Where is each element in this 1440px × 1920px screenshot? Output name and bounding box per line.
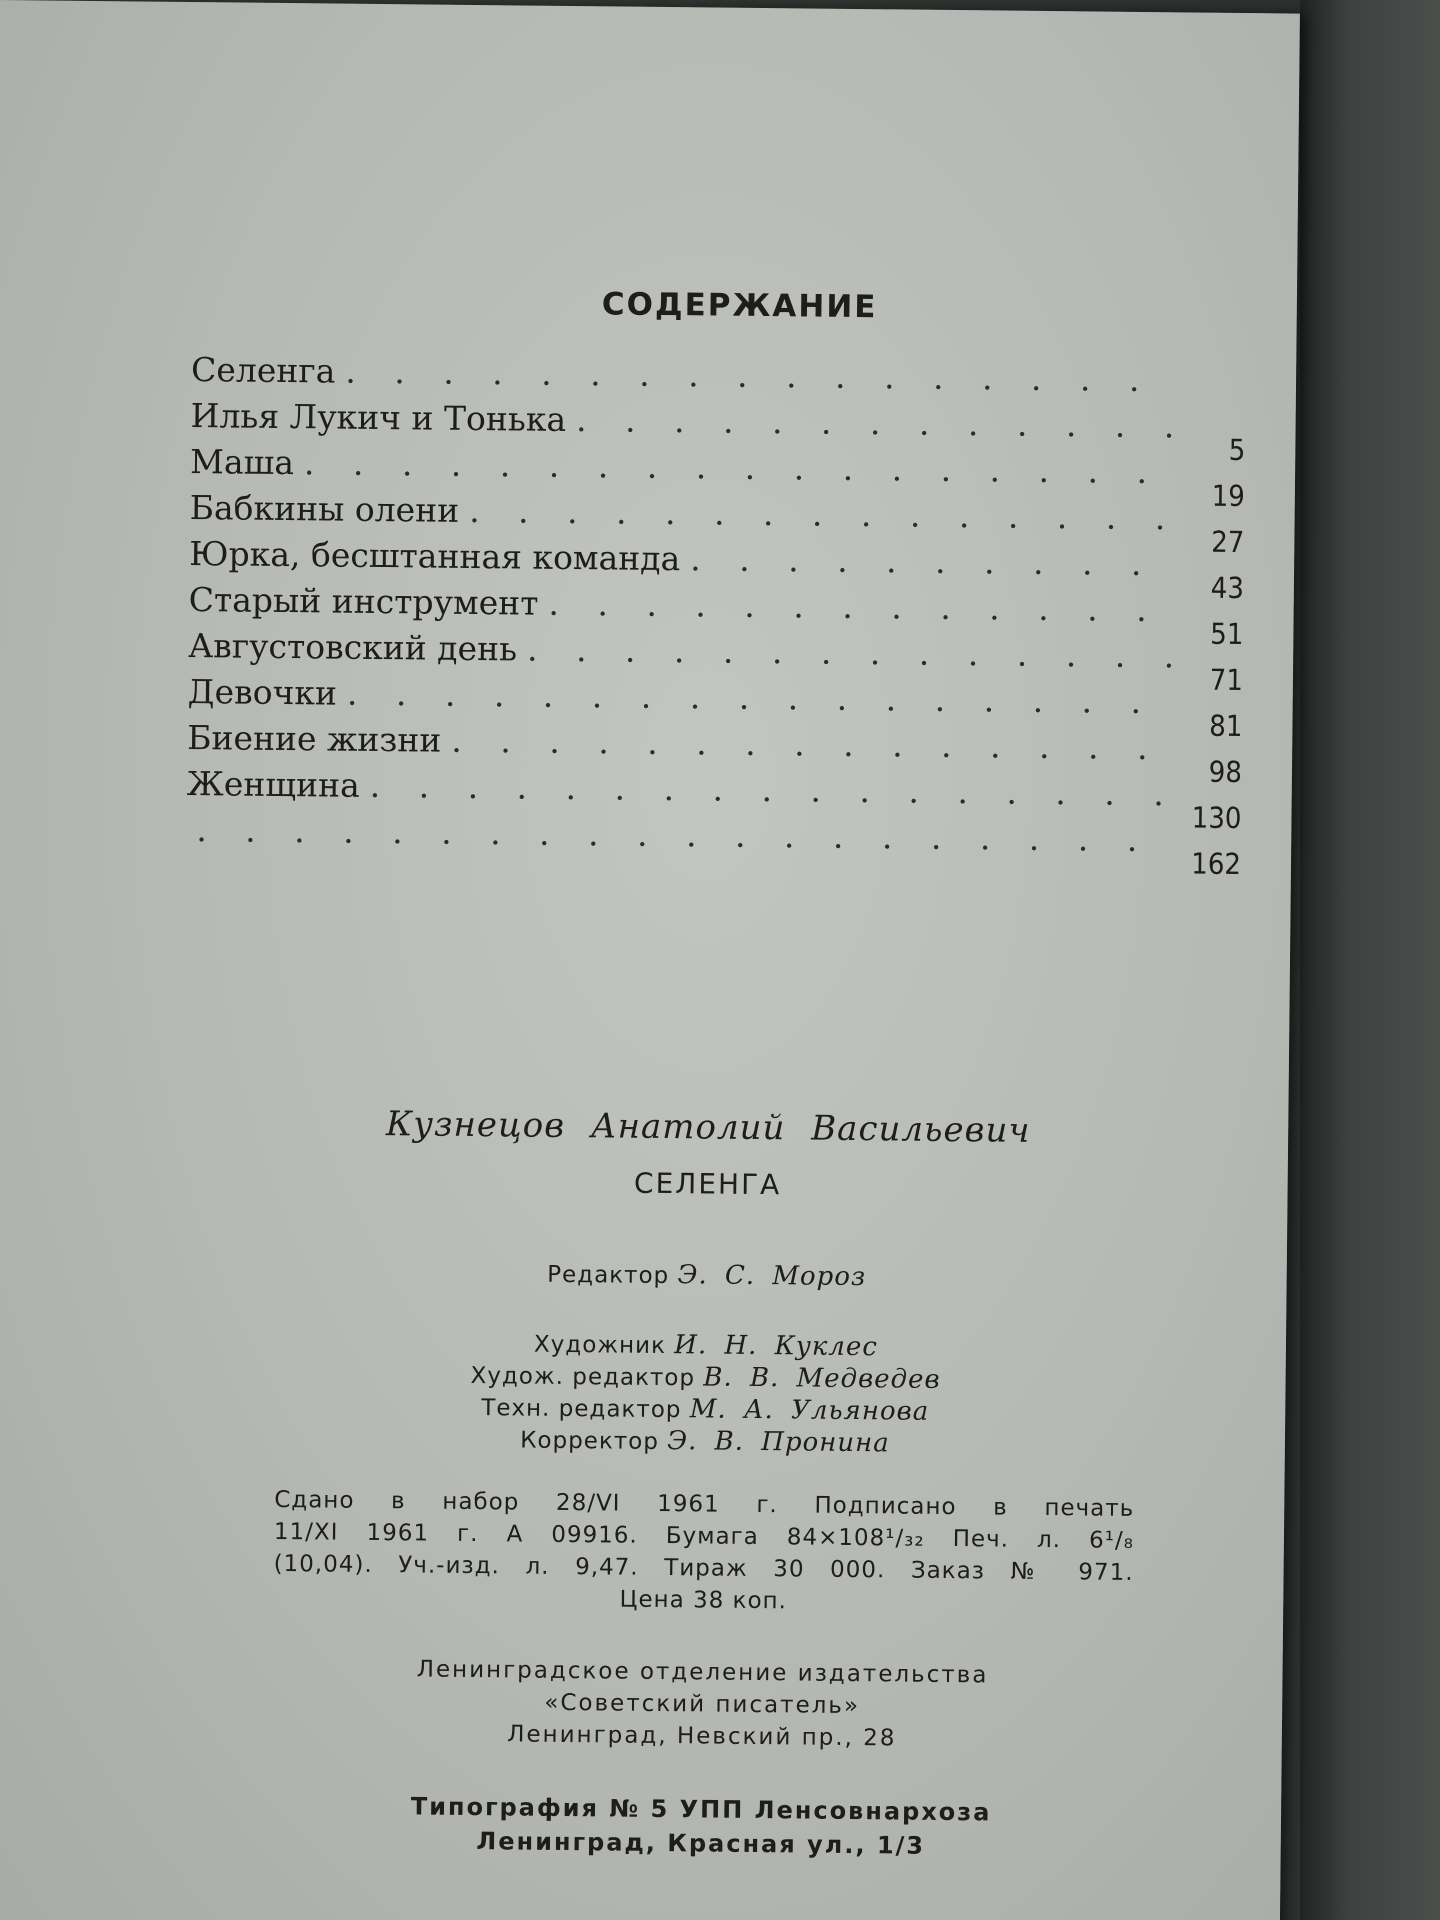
book-gutter [1300,0,1440,1920]
toc-item-page: 162 [1191,846,1242,882]
toc-item-title: Августовский день [188,626,518,669]
toc-item-page: 5 [1228,432,1246,468]
toc-item-page: 51 [1210,616,1244,652]
printer-line: Типография № 5 УПП Ленсовнархоза [410,1792,992,1827]
toc-item-title: Женщина [186,764,360,805]
toc-item-title: Девочки [187,672,338,713]
toc-item-page: 98 [1208,754,1243,790]
credit-role: Худож. редактор [470,1363,696,1392]
printer-line: Ленинград, Красная ул., 1/3 [476,1827,926,1860]
publisher-line: Ленинград, Невский пр., 28 [507,1721,897,1752]
credit-name: Э. В. Пронина [667,1426,890,1459]
toc-item-page: 71 [1209,662,1244,698]
toc-item-title: Маша [189,442,295,483]
toc-item [186,810,1242,882]
printer-block [271,1788,1132,1865]
dot-leader [347,674,1173,722]
toc-item-title: Бабкины олени [189,488,460,530]
toc-item-title: Биение жизни [187,718,442,760]
dot-leader [469,491,1175,537]
credit-name: В. В. Медведев [703,1362,941,1395]
imprint-line: 11/XI 1961 г. А 09916. Бумага 84×108¹/₃₂ Печ. л. 6¹/₈ [273,1518,1135,1554]
imprint-block [273,1484,1134,1621]
credit-role: Художник [533,1331,667,1360]
dot-leader [576,400,1176,445]
toc-item-page: 27 [1211,524,1245,560]
publisher-block [272,1652,1133,1757]
credit-name: И. Н. Куклес [674,1330,879,1363]
toc-heading: СОДЕРЖАНИЕ [601,286,878,326]
toc-item-title: Юрка, бесштанная команда [189,534,681,579]
credit-name: М. А. Ульянова [689,1394,930,1427]
toc-item-page: 130 [1191,800,1242,836]
imprint-line: (10,04). Уч.-изд. л. 9,47. Тираж 30 000. Заказ № 971. [273,1550,1134,1586]
toc-item-page: 81 [1209,708,1243,744]
staff-credits [275,1326,1136,1463]
author-name: Кузнецов Анатолий Васильевич [385,1104,1031,1151]
publisher-line: Ленинградское отделение издательства [416,1656,989,1689]
dot-leader [304,443,1176,491]
toc-item-title: Илья Лукич и Тонька [190,396,567,439]
editor-credit [277,1256,1137,1297]
dot-leader [527,630,1174,676]
dot-leader [451,721,1172,768]
imprint-line: Сдано в набор 28/VI 1961 г. Подписано в печать [274,1486,1135,1522]
credit-role: Техн. редактор [481,1395,682,1424]
toc-list [186,350,1246,882]
toc-item-page: 43 [1210,570,1245,606]
dot-leader [690,539,1174,583]
credit-role: Редактор [547,1261,670,1290]
dot-leader [370,766,1172,813]
toc-item-title: Селенга [190,350,336,391]
publisher-line: «Советский писатель» [544,1689,861,1720]
dot-leader [548,584,1174,630]
price: Цена 38 коп. [619,1586,788,1615]
dot-leader [345,352,1176,400]
colophon [271,1103,1139,1865]
credit-role: Корректор [520,1427,660,1455]
credit-name: Э. С. Мороз [677,1260,867,1293]
book-title: СЕЛЕНГА [633,1166,782,1202]
toc-item-page: 19 [1211,478,1246,514]
toc-item-title: Старый инструмент [188,580,539,623]
